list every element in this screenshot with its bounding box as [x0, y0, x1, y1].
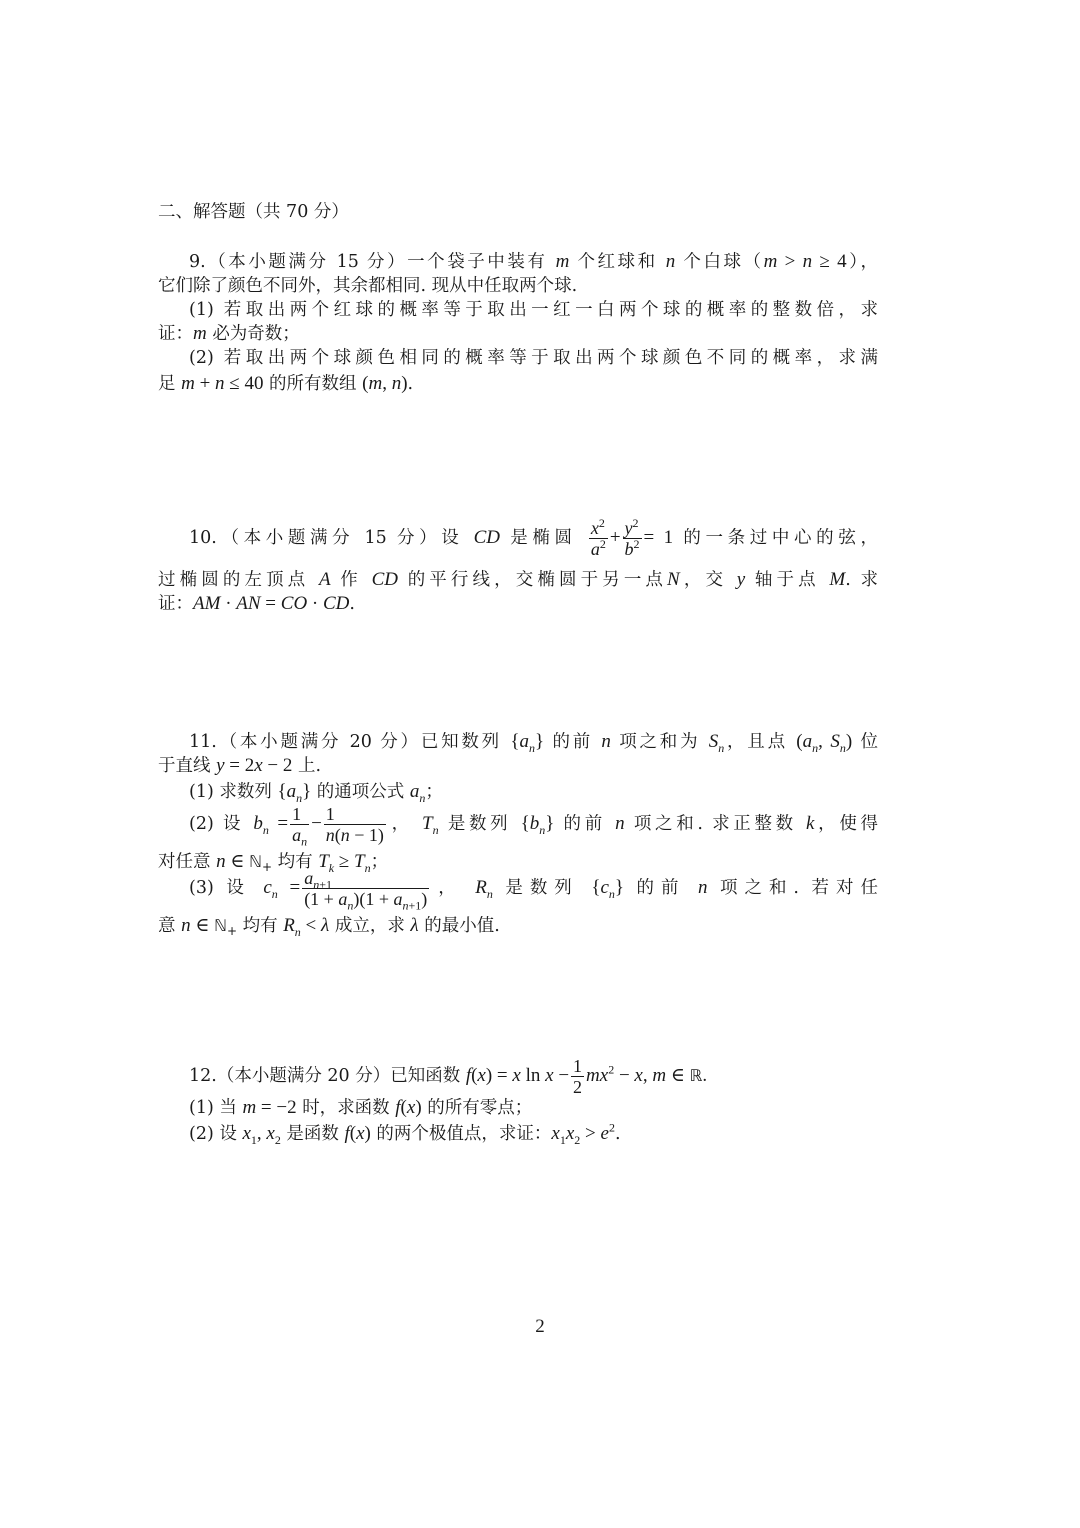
- q11-part2-line-2: 对任意 n ∈ ℕ$_+$ 均有 $T_k \ge T_n$；: [158, 851, 389, 875]
- q9-part2-line-2: 足 m + n ≤ 40 的所有数组 (m, n).: [158, 373, 414, 394]
- q12-part1: (1) 当 m = −2 时，求函数 f(x) 的所有零点；: [189, 1097, 533, 1118]
- half-fraction: $\frac{1}{2}$: [573, 1056, 583, 1097]
- q11-part2-line-1: (2) 设 $b_n$ = $\frac{1}{a_n}$ − $\frac{1}{n(n - 1)}$ ， $T_n$ 是数列 $\{b_n\}$ 的前 n 项之和. 求正整数 k，使得: [189, 804, 878, 849]
- q10-line-3: 证：AM · AN = CO · CD.: [158, 593, 355, 614]
- q11-line-2: 于直线 y = 2x − 2 上.: [158, 755, 322, 776]
- q11-part3-line-1: (3) 设 $c_n$ = $\frac{a_{n+1}}{(1 + a_n)(1 + a_{n+1})}$ ， $R_n$ 是数列 $\{c_n\}$ 的前 n 项之和. 若对任: [189, 868, 878, 913]
- q10-line-2: 过椭圆的左顶点 A 作 CD 的平行线，交椭圆于另一点N，交 y 轴于点 M. 求: [158, 569, 878, 590]
- q9-part1-line-2: 证：m 必为奇数；: [158, 323, 300, 344]
- page-number: 2: [535, 1316, 545, 1337]
- bn-fraction-1: $\frac{1}{a_n}$: [292, 804, 308, 849]
- bn-fraction-2: $\frac{1}{n(n - 1)}$: [325, 804, 384, 845]
- q12-line-1: 12.（本小题满分 20 分）已知函数 f(x) = x ln x − $\frac{1}{2}$ $mx^2 - x$, m ∈ ℝ.: [189, 1056, 708, 1097]
- q9-part1-line-1: (1) 若取出两个红球的概率等于取出一红一白两个球的概率的整数倍，求: [189, 300, 878, 320]
- q11-line-1: 11.（本小题满分 20 分）已知数列 $\{a_n\}$ 的前 n 项之和为 $S_n$，且点 ($a_n$, $S_n$) 位: [189, 731, 879, 755]
- ellipse-x-fraction: $\frac{x^2}{a^2}$: [590, 516, 606, 559]
- q10-line-1: 10.（本小题满分 15 分）设 CD 是椭圆 $\frac{x^2}{a^2}$ + $\frac{y^2}{b^2}$ = 1 的一条过中心的弦，: [189, 516, 878, 559]
- section-title: 二、解答题（共 70 分）: [158, 202, 349, 222]
- cn-fraction: $\frac{a_{n+1}}{(1 + a_n)(1 + a_{n+1})}$: [304, 868, 428, 913]
- q9-part2-line-1: (2) 若取出两个球颜色相同的概率等于取出两个球颜色不同的概率，求满: [189, 348, 878, 368]
- q12-part2: (2) 设 $x_1$, $x_2$ 是函数 f(x) 的两个极值点，求证：$x_1x_2 > e^2$.: [189, 1120, 621, 1147]
- q11-part3-line-2: 意 n ∈ ℕ$_+$ 均有 $R_n < \lambda$ 成立，求 λ 的最小值.: [158, 915, 500, 939]
- q9-line-1: 9.（本小题满分 15 分）一个袋子中装有 m 个红球和 n 个白球（m > n ≥ 4），: [189, 251, 879, 272]
- q9-line-2: 它们除了颜色不同外，其余都相同. 现从中任取两个球.: [158, 276, 578, 296]
- ellipse-y-fraction: $\frac{y^2}{b^2}$: [624, 516, 640, 559]
- q11-part1: (1) 求数列 $\{a_n\}$ 的通项公式 $a_n$；: [189, 781, 443, 805]
